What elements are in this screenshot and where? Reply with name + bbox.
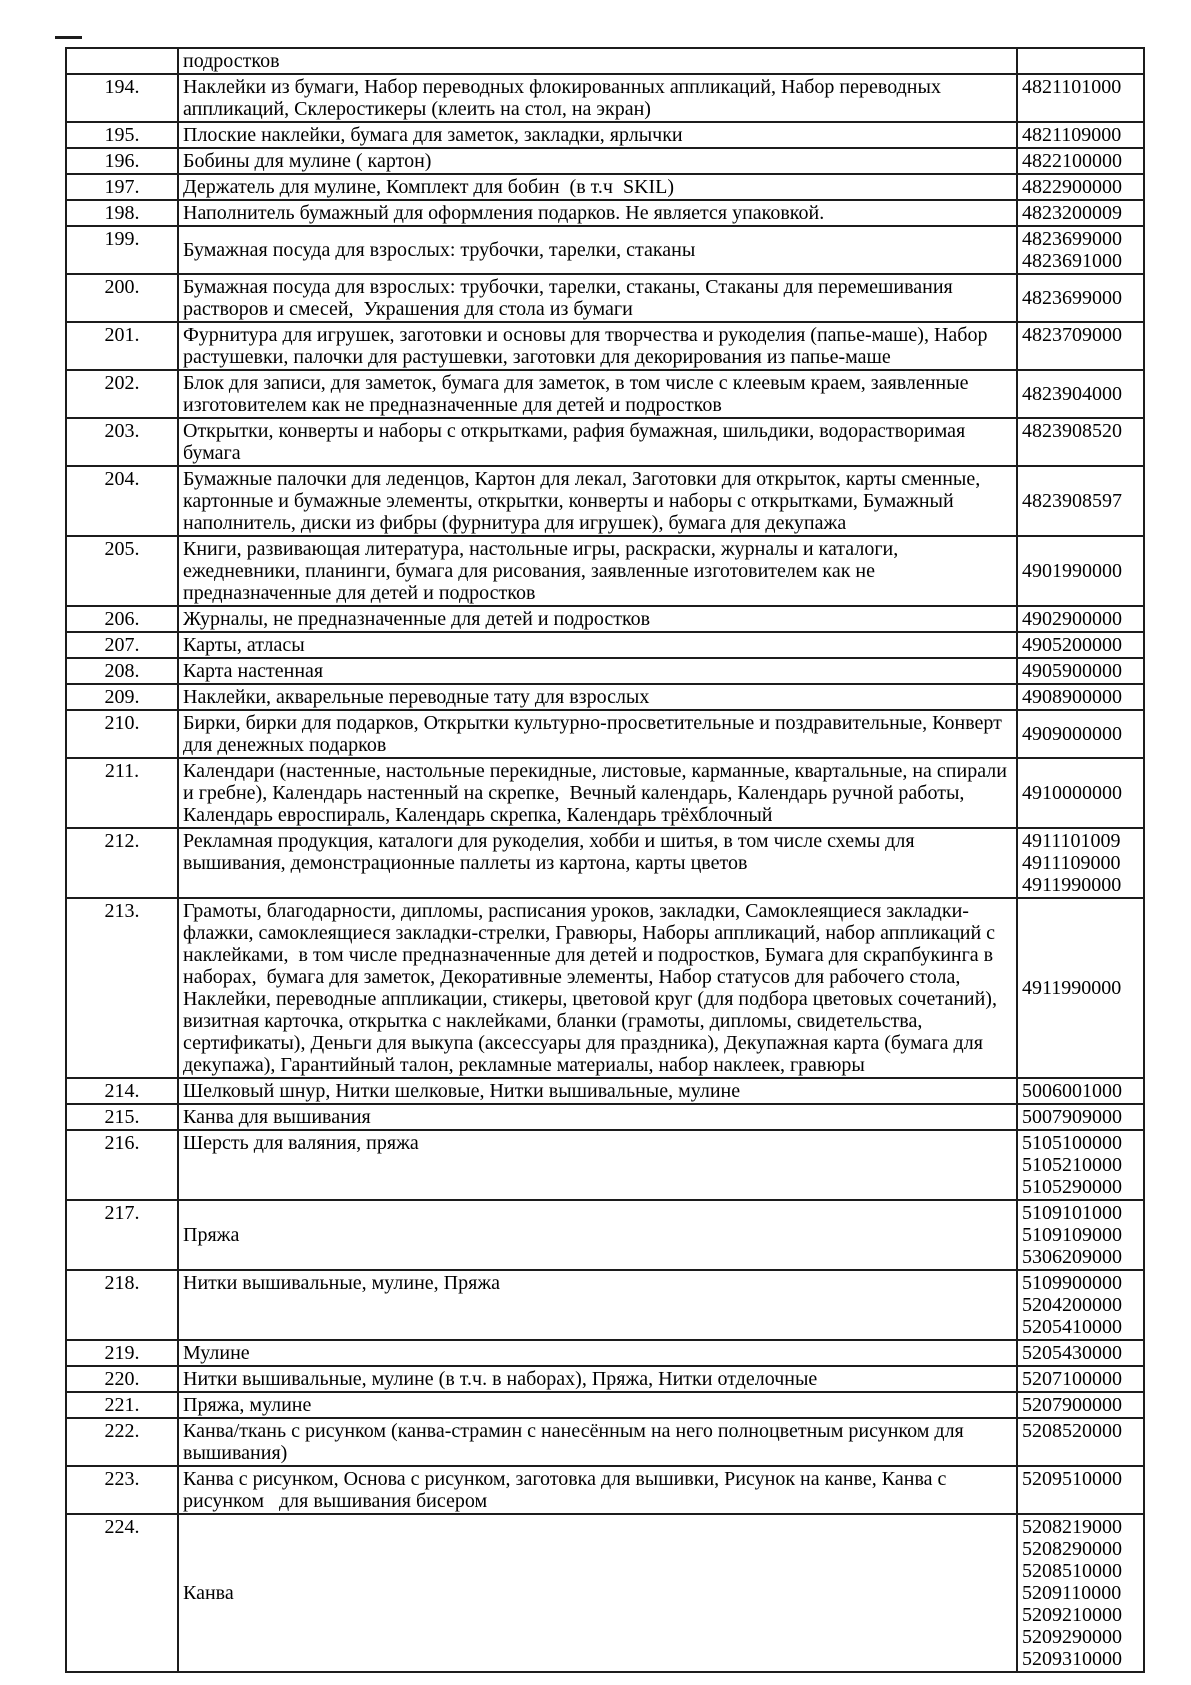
hs-code: 4911101009 — [1022, 830, 1121, 852]
table-row — [66, 758, 1144, 828]
tnved-codes-cell — [1017, 684, 1144, 710]
hs-code: 5205410000 — [1022, 1316, 1122, 1338]
hs-code: 5208219000 — [1022, 1516, 1122, 1538]
hs-code: 4823908597 — [1022, 490, 1122, 512]
description-cell: Шерсть для валяния, пряжа — [178, 1130, 1017, 1200]
table-row — [66, 898, 1144, 1078]
hs-code: 4901990000 — [1022, 560, 1122, 582]
row-number-cell: 205. — [66, 536, 178, 606]
table-row — [66, 1270, 1144, 1340]
tnved-codes-cell — [1017, 710, 1144, 758]
table-row — [66, 1104, 1144, 1130]
description-cell: Бумажная посуда для взрослых: трубочки, тарелки, стаканы — [178, 226, 1017, 274]
row-number-cell: 218. — [66, 1270, 178, 1340]
customs-codes-table-body — [66, 48, 1144, 1672]
row-number-cell: 209. — [66, 684, 178, 710]
tnved-codes-cell — [1017, 658, 1144, 684]
row-number-cell: 195. — [66, 122, 178, 148]
tnved-codes-cell — [1017, 1392, 1144, 1418]
table-row — [66, 148, 1144, 174]
table-row — [66, 658, 1144, 684]
table-row — [66, 1514, 1144, 1672]
description-cell: Рекламная продукция, каталоги для рукоделия, хобби и шитья, в том числе схемы для вышивания, демонстрационные паллеты из картона, карты цветов — [178, 828, 1017, 898]
tnved-codes-cell — [1017, 370, 1144, 418]
tnved-codes-cell — [1017, 1418, 1144, 1466]
tnved-codes-cell — [1017, 1466, 1144, 1514]
description-cell: Пряжа — [178, 1200, 1017, 1270]
tnved-codes-cell — [1017, 828, 1144, 898]
row-number-cell: 213. — [66, 898, 178, 1078]
row-number-cell: 216. — [66, 1130, 178, 1200]
description-cell: Наклейки из бумаги, Набор переводных флокированных аппликаций, Набор переводных аппликаций, Склеростикеры (клеить на стол, на экран) — [178, 74, 1017, 122]
tnved-codes-cell — [1017, 536, 1144, 606]
hs-code: 4821109000 — [1022, 124, 1122, 146]
hs-code: 5105210000 — [1022, 1154, 1122, 1176]
description-cell: Наклейки, акварельные переводные тату для взрослых — [178, 684, 1017, 710]
table-row — [66, 1418, 1144, 1466]
tnved-codes-cell — [1017, 174, 1144, 200]
row-number-cell: 200. — [66, 274, 178, 322]
table-row — [66, 710, 1144, 758]
hs-code: 4823691000 — [1022, 250, 1122, 272]
row-number-cell: 215. — [66, 1104, 178, 1130]
hs-code: 5105290000 — [1022, 1176, 1122, 1198]
description-cell: Календари (настенные, настольные перекидные, листовые, карманные, квартальные, на спирали и гребне), Календарь настенный на скрепке, Вечный календарь, Календарь ручной работы, Календарь евроспираль, Календарь скрепка, Календарь трёхблочный — [178, 758, 1017, 828]
hs-code: 4823699000 — [1022, 287, 1122, 309]
row-number-cell: 217. — [66, 1200, 178, 1270]
hs-code: 5207100000 — [1022, 1368, 1122, 1390]
table-row — [66, 322, 1144, 370]
hs-code: 4822100000 — [1022, 150, 1122, 172]
description-cell: Карта настенная — [178, 658, 1017, 684]
tnved-codes-cell — [1017, 48, 1144, 74]
hs-code: 4823200009 — [1022, 202, 1122, 224]
hs-code: 4910000000 — [1022, 782, 1122, 804]
table-row — [66, 684, 1144, 710]
row-number-cell: 201. — [66, 322, 178, 370]
row-number-cell: 194. — [66, 74, 178, 122]
tnved-codes-cell — [1017, 148, 1144, 174]
table-row — [66, 418, 1144, 466]
description-cell: Плоские наклейки, бумага для заметок, закладки, ярлычки — [178, 122, 1017, 148]
description-cell: Фурнитура для игрушек, заготовки и основы для творчества и рукоделия (папье-маше), Набор растушевки, палочки для растушевки, заготовки для декорирования из папье-маше — [178, 322, 1017, 370]
tnved-codes-cell — [1017, 898, 1144, 1078]
row-number-cell: 204. — [66, 466, 178, 536]
table-row — [66, 122, 1144, 148]
tnved-codes-cell — [1017, 758, 1144, 828]
row-number-cell: 198. — [66, 200, 178, 226]
hs-code: 5208290000 — [1022, 1538, 1122, 1560]
description-cell: Карты, атласы — [178, 632, 1017, 658]
description-cell: Пряжа, мулине — [178, 1392, 1017, 1418]
tnved-codes-cell — [1017, 1130, 1144, 1200]
table-row — [66, 1466, 1144, 1514]
description-cell: Канва с рисунком, Основа с рисунком, заготовка для вышивки, Рисунок на канве, Канва с рисунком для вышивания бисером — [178, 1466, 1017, 1514]
description-cell: Грамоты, благодарности, дипломы, расписания уроков, закладки, Самоклеящиеся закладки-флажки, самоклеящиеся закладки-стрелки, Гравюры, Наборы аппликаций, набор аппликаций с наклейками, в том числе предназначенные для детей и подростков, Бумага для скрапбукинга в наборах, бумага для заметок, Декоративные элементы, Набор статусов для рабочего стола, Наклейки, переводные аппликации, стикеры, цветовой круг (для подбора цветовых сочетаний), визитная карточка, открытка с наклейками, бланки (грамоты, дипломы, свидетельства, сертификаты), Деньги для выкупа (аксессуары для праздника), Декупажная карта (бумага для декупажа), Гарантийный талон, рекламные материалы, набор наклеек, гравюры — [178, 898, 1017, 1078]
tnved-codes-cell — [1017, 1200, 1144, 1270]
hs-code: 4911990000 — [1022, 977, 1122, 999]
row-number-cell: 203. — [66, 418, 178, 466]
hs-code: 5209110000 — [1022, 1582, 1122, 1604]
table-row — [66, 1366, 1144, 1392]
description-cell: Книги, развивающая литература, настольные игры, раскраски, журналы и каталоги, ежедневники, планинги, бумага для рисования, заявленные изготовителем как не предназначенные для детей и подростков — [178, 536, 1017, 606]
tnved-codes-cell — [1017, 1104, 1144, 1130]
hs-code: 4911109000 — [1022, 852, 1121, 874]
row-number-cell: 211. — [66, 758, 178, 828]
description-cell: Канва для вышивания — [178, 1104, 1017, 1130]
table-row — [66, 274, 1144, 322]
table-row — [66, 1130, 1144, 1200]
hs-code: 4905900000 — [1022, 660, 1122, 682]
row-number-cell: 221. — [66, 1392, 178, 1418]
hs-code: 5205430000 — [1022, 1342, 1122, 1364]
table-row — [66, 1340, 1144, 1366]
row-number-cell — [66, 48, 178, 74]
hs-code: 5109101000 — [1022, 1202, 1122, 1224]
tnved-codes-cell — [1017, 1514, 1144, 1672]
table-row — [66, 226, 1144, 274]
hs-code: 5204200000 — [1022, 1294, 1122, 1316]
hs-code: 5208520000 — [1022, 1420, 1122, 1442]
table-row — [66, 632, 1144, 658]
hs-code: 5209510000 — [1022, 1468, 1122, 1490]
tnved-codes-cell — [1017, 1270, 1144, 1340]
description-cell: Бумажная посуда для взрослых: трубочки, тарелки, стаканы, Стаканы для перемешивания растворов и смесей, Украшения для стола из бумаги — [178, 274, 1017, 322]
row-number-cell: 210. — [66, 710, 178, 758]
tnved-codes-cell — [1017, 606, 1144, 632]
hs-code: 5207900000 — [1022, 1394, 1122, 1416]
tnved-codes-cell — [1017, 466, 1144, 536]
hs-code: 5109900000 — [1022, 1272, 1122, 1294]
hs-code: 4823908520 — [1022, 420, 1122, 442]
tnved-codes-cell — [1017, 418, 1144, 466]
hs-code: 4905200000 — [1022, 634, 1122, 656]
hs-code: 4911990000 — [1022, 874, 1122, 896]
tnved-codes-cell — [1017, 122, 1144, 148]
hs-code: 5006001000 — [1022, 1080, 1122, 1102]
description-cell: Канва — [178, 1514, 1017, 1672]
hs-code: 5109109000 — [1022, 1224, 1122, 1246]
table-row — [66, 1200, 1144, 1270]
row-number-cell: 196. — [66, 148, 178, 174]
description-cell: Мулине — [178, 1340, 1017, 1366]
table-row — [66, 466, 1144, 536]
description-cell: Бобины для мулине ( картон) — [178, 148, 1017, 174]
table-row — [66, 74, 1144, 122]
table-row — [66, 174, 1144, 200]
description-cell: Блок для записи, для заметок, бумага для заметок, в том числе с клеевым краем, заявленные изготовителем как не предназначенные для детей и подростков — [178, 370, 1017, 418]
tnved-codes-cell — [1017, 74, 1144, 122]
hs-code: 4822900000 — [1022, 176, 1122, 198]
hs-code: 4823699000 — [1022, 228, 1122, 250]
row-number-cell: 208. — [66, 658, 178, 684]
hs-code: 5209210000 — [1022, 1604, 1122, 1626]
description-cell: подростков — [178, 48, 1017, 74]
tnved-codes-cell — [1017, 1366, 1144, 1392]
hs-code: 5007909000 — [1022, 1106, 1122, 1128]
row-number-cell: 219. — [66, 1340, 178, 1366]
hs-code: 5209290000 — [1022, 1626, 1122, 1648]
table-row — [66, 370, 1144, 418]
row-number-cell: 206. — [66, 606, 178, 632]
table-row — [66, 606, 1144, 632]
row-number-cell: 214. — [66, 1078, 178, 1104]
table-row — [66, 536, 1144, 606]
tnved-codes-cell — [1017, 274, 1144, 322]
hs-code: 4909000000 — [1022, 723, 1122, 745]
table-row — [66, 48, 1144, 74]
hs-code: 4821101000 — [1022, 76, 1122, 98]
tnved-codes-cell — [1017, 226, 1144, 274]
tnved-codes-cell — [1017, 1340, 1144, 1366]
hs-code: 5209310000 — [1022, 1648, 1122, 1670]
row-number-cell: 199. — [66, 226, 178, 274]
row-number-cell: 207. — [66, 632, 178, 658]
description-cell: Бирки, бирки для подарков, Открытки культурно-просветительные и поздравительные, Конверт для денежных подарков — [178, 710, 1017, 758]
description-cell: Бумажные палочки для леденцов, Картон для лекал, Заготовки для открыток, карты сменные, картонные и бумажные элементы, открытки, конверты и наборы с открытками, Бумажный наполнитель, диски из фибры (фурнитура для игрушек), бумага для декупажа — [178, 466, 1017, 536]
description-cell: Шелковый шнур, Нитки шелковые, Нитки вышивальные, мулине — [178, 1078, 1017, 1104]
row-number-cell: 197. — [66, 174, 178, 200]
tnved-codes-cell — [1017, 322, 1144, 370]
description-cell: Открытки, конверты и наборы с открытками, рафия бумажная, шильдики, водорастворимая бумага — [178, 418, 1017, 466]
row-number-cell: 220. — [66, 1366, 178, 1392]
description-cell: Канва/ткань с рисунком (канва-страмин с нанесённым на него полноцветным рисунком для вышивания) — [178, 1418, 1017, 1466]
description-cell: Нитки вышивальные, мулине, Пряжа — [178, 1270, 1017, 1340]
table-row — [66, 1078, 1144, 1104]
hs-code: 4823904000 — [1022, 383, 1122, 405]
description-cell: Журналы, не предназначенные для детей и подростков — [178, 606, 1017, 632]
tnved-codes-cell — [1017, 632, 1144, 658]
description-cell: Наполнитель бумажный для оформления подарков. Не является упаковкой. — [178, 200, 1017, 226]
hs-code: 5208510000 — [1022, 1560, 1122, 1582]
row-number-cell: 222. — [66, 1418, 178, 1466]
row-number-cell: 202. — [66, 370, 178, 418]
description-cell: Нитки вышивальные, мулине (в т.ч. в наборах), Пряжа, Нитки отделочные — [178, 1366, 1017, 1392]
scan-artifact-line — [55, 36, 82, 39]
row-number-cell: 223. — [66, 1466, 178, 1514]
hs-code: 4902900000 — [1022, 608, 1122, 630]
tnved-codes-cell — [1017, 1078, 1144, 1104]
hs-code: 5105100000 — [1022, 1132, 1122, 1154]
description-cell: Держатель для мулине, Комплект для бобин (в т.ч SKIL) — [178, 174, 1017, 200]
hs-code: 4908900000 — [1022, 686, 1122, 708]
tnved-codes-cell — [1017, 200, 1144, 226]
table-row — [66, 1392, 1144, 1418]
hs-code: 4823709000 — [1022, 324, 1122, 346]
row-number-cell: 224. — [66, 1514, 178, 1672]
hs-code: 5306209000 — [1022, 1246, 1122, 1268]
customs-codes-table — [65, 47, 1145, 1673]
table-row — [66, 200, 1144, 226]
row-number-cell: 212. — [66, 828, 178, 898]
table-row — [66, 828, 1144, 898]
